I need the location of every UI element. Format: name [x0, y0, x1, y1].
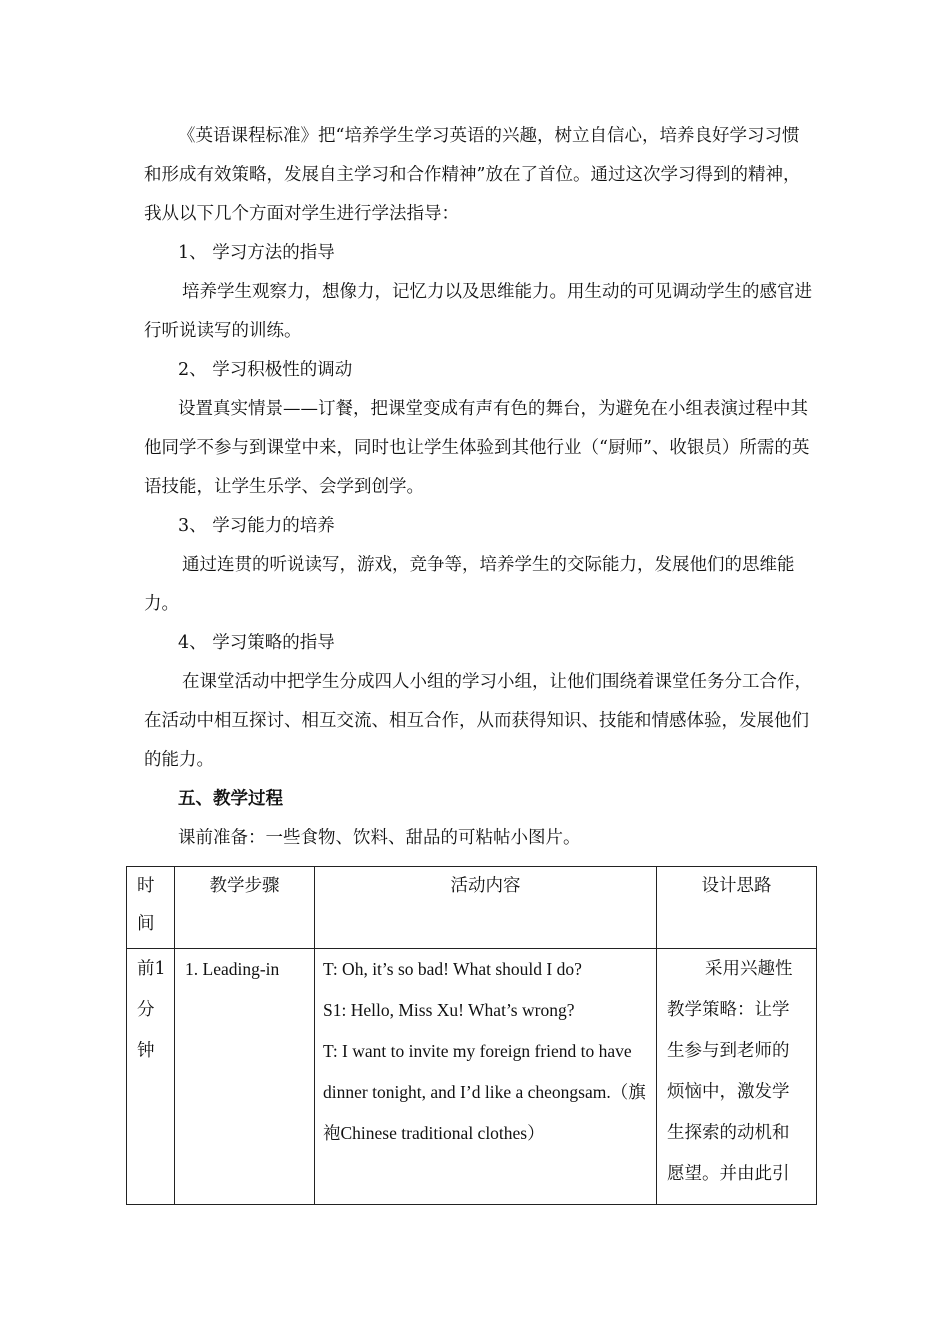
header-content: 活动内容 [315, 867, 657, 949]
header-steps: 教学步骤 [175, 867, 315, 949]
item3-title: 3、 学习能力的培养 [178, 516, 335, 536]
row1-time: 前1分钟 [127, 949, 175, 1205]
table-row [127, 949, 817, 1205]
prep-line: 课前准备：一些食物、饮料、甜品的可粘帖小图片。 [178, 828, 581, 848]
item2-title: 2、 学习积极性的调动 [178, 360, 353, 380]
item1-body: 培养学生观察力，想像力，记忆力以及思维能力。用生动的可见调动学生的感官进行听说读写的训练。 [144, 282, 812, 341]
header-time: 时间 [127, 867, 175, 949]
intro-paragraph: 《英语课程标准》把“培养学生学习英语的兴趣，树立自信心，培养良好学习习惯和形成有效策略，发展自主学习和合作精神”放在了首位。通过这次学习得到的精神，我从以下几个方面对学生进行学法指导： [144, 126, 801, 224]
item3-body: 通过连贯的听说读写，游戏，竞争等，培养学生的交际能力，发展他们的思维能力。 [144, 555, 795, 614]
row1-content [315, 949, 657, 1205]
header-design: 设计思路 [657, 867, 817, 949]
row1-step: 1. Leading-in [175, 949, 315, 1205]
row1-content-line: T: I want to invite my foreign friend to have dinner tonight, and I’d like a cheongsam.（旗袍Chinese traditional clothes） [323, 1041, 646, 1143]
teaching-process-table [126, 866, 817, 1205]
item1-title: 1、 学习方法的指导 [178, 243, 335, 263]
item4-body: 在课堂活动中把学生分成四人小组的学习小组，让他们围绕着课堂任务分工合作，在活动中相互探讨、相互交流、相互合作，从而获得知识、技能和情感体验，发展他们的能力。 [144, 672, 812, 770]
row1-design: 采用兴趣性教学策略：让学生参与到老师的烦恼中，激发学生探索的动机和愿望。并由此引 [657, 949, 817, 1205]
body-text [144, 117, 814, 858]
table-header-row [127, 867, 817, 949]
item4-title: 4、 学习策略的指导 [178, 633, 335, 653]
row1-content-line: S1: Hello, Miss Xu! What’s wrong? [323, 1000, 575, 1020]
section5-heading: 五、教学过程 [178, 789, 283, 809]
item2-body: 设置真实情景——订餐，把课堂变成有声有色的舞台，为避免在小组表演过程中其他同学不参与到课堂中来，同时也让学生体验到其他行业（“厨师”、收银员）所需的英语技能，让学生乐学、会学到创学。 [144, 399, 810, 497]
row1-content-line: T: Oh, it’s so bad! What should I do? [323, 959, 582, 979]
